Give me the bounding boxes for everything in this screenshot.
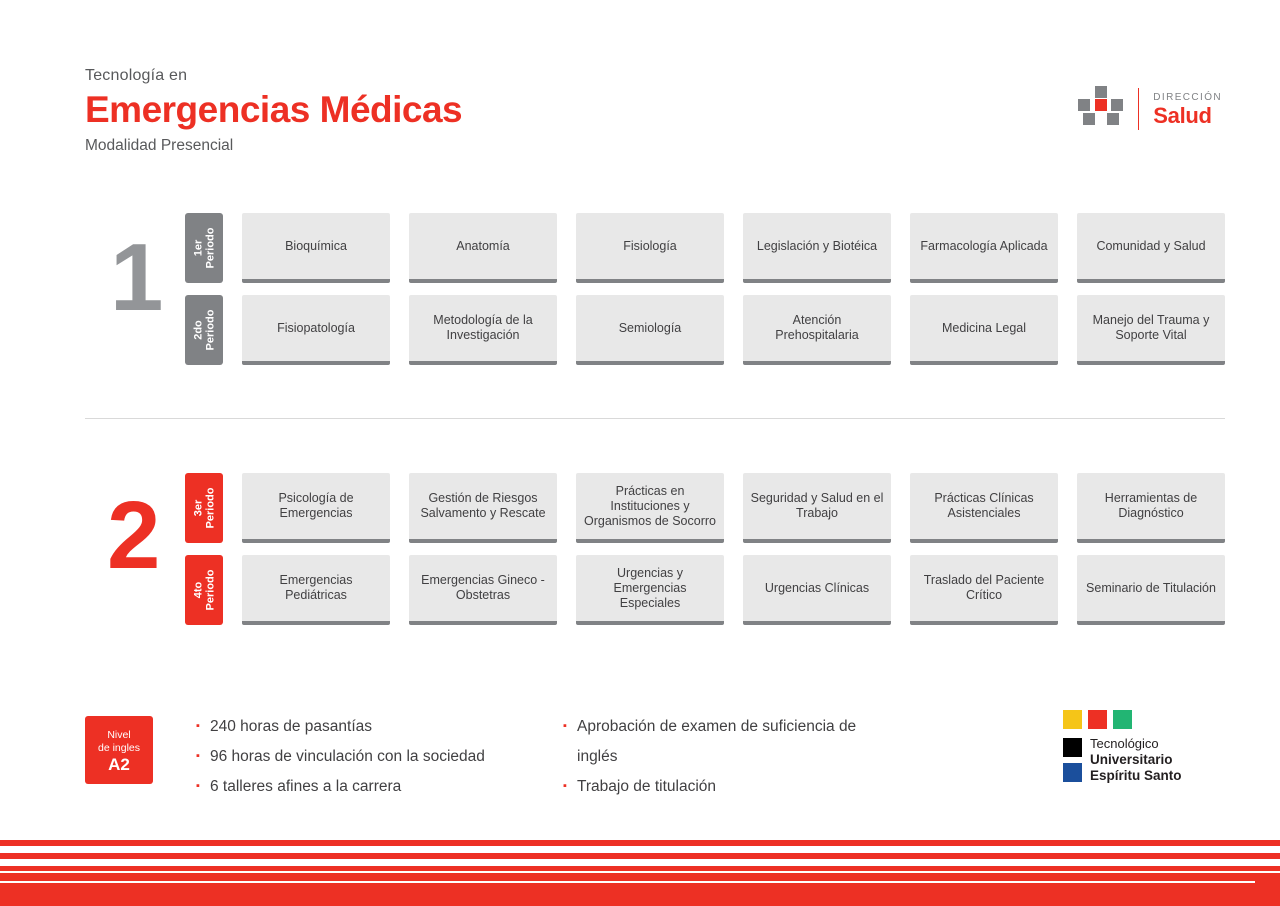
course-card[interactable]	[1077, 213, 1225, 283]
bar-stripe	[0, 881, 1255, 883]
course-label: Fisiopatología	[277, 320, 355, 335]
level-line2: de ingles	[97, 742, 141, 754]
course-card[interactable]	[242, 555, 390, 625]
course-label: Psicología de Emergencias	[278, 491, 354, 520]
course-label: Legislación y Biotéica	[756, 238, 878, 253]
period-row-2	[185, 295, 1225, 365]
course-list	[242, 473, 1225, 543]
course-card[interactable]	[409, 473, 557, 543]
course-label: Prácticas en Instituciones y Organismos de Socorro	[583, 483, 716, 528]
course-card[interactable]	[576, 473, 724, 543]
course-card[interactable]	[743, 555, 891, 625]
course-list	[242, 555, 1225, 625]
section-divider	[85, 418, 1225, 419]
course-card[interactable]	[242, 295, 390, 365]
period-tag-line1: 1er	[192, 239, 205, 257]
course-label: Atención Prehospitalaria	[775, 313, 859, 342]
period-row-4	[185, 555, 1225, 625]
course-label: Medicina Legal	[941, 320, 1027, 335]
level-line1: Nivel	[107, 729, 131, 741]
medical-cross-icon	[1078, 86, 1124, 132]
course-list	[242, 213, 1225, 283]
direccion-salud-logo	[1078, 86, 1222, 132]
tues-line2: Universitario	[1090, 752, 1173, 767]
requirement-item: ▪ Aprobación de examen de suficiencia de inglés	[563, 712, 863, 772]
course-label: Traslado del Paciente Crítico	[923, 573, 1045, 602]
course-label: Manejo del Trauma y Soporte Vital	[1092, 313, 1210, 342]
period-tag-4to	[185, 555, 223, 625]
tues-line1: Tecnológico	[1090, 736, 1159, 751]
course-label: Farmacología Aplicada	[920, 238, 1048, 253]
course-label: Urgencias Clínicas	[764, 580, 870, 595]
requirement-item: ▪ Trabajo de titulación	[563, 772, 863, 802]
blue-square-icon	[1063, 763, 1082, 782]
course-label: Fisiología	[623, 238, 677, 253]
course-card[interactable]	[743, 295, 891, 365]
course-card[interactable]	[242, 213, 390, 283]
bar-stripe	[0, 871, 1280, 873]
course-card[interactable]	[910, 213, 1058, 283]
period-tag-line2: Periodo	[204, 569, 217, 611]
tues-color-squares	[1063, 710, 1223, 729]
period-tag-line1: 2do	[192, 320, 205, 340]
course-label: Semiología	[618, 320, 682, 335]
period-tag-line1: 4to	[192, 581, 205, 599]
bar-stripe	[0, 853, 1280, 859]
requirement-item: ▪ 96 horas de vinculación con la sociedad	[196, 742, 485, 772]
period-row-1	[185, 213, 1225, 283]
course-label: Herramientas de Diagnóstico	[1104, 491, 1198, 520]
course-card[interactable]	[1077, 473, 1225, 543]
course-card[interactable]	[242, 473, 390, 543]
course-card[interactable]	[409, 295, 557, 365]
bottom-decoration	[0, 840, 1280, 906]
course-label: Gestión de Riesgos Salvamento y Rescate	[420, 491, 546, 520]
period-tag-line2: Periodo	[204, 487, 217, 529]
course-label: Seminario de Titulación	[1086, 580, 1216, 595]
course-card[interactable]	[576, 295, 724, 365]
course-card[interactable]	[576, 213, 724, 283]
course-label: Comunidad y Salud	[1096, 238, 1206, 253]
period-tag-line2: Periodo	[204, 227, 217, 269]
course-list	[242, 295, 1225, 365]
green-square-icon	[1113, 710, 1132, 729]
year-number-1: 1	[110, 224, 160, 331]
requirement-item: ▪ 240 horas de pasantías	[196, 712, 485, 742]
year-number-2: 2	[107, 482, 157, 589]
header-subtitle: Modalidad Presencial	[85, 137, 234, 154]
year-block-1	[85, 200, 1225, 380]
yellow-square-icon	[1063, 710, 1082, 729]
course-card[interactable]	[910, 555, 1058, 625]
course-card[interactable]	[576, 555, 724, 625]
requirement-item: ▪ 6 talleres afines a la carrera	[196, 772, 485, 802]
brand-line2: Salud	[1153, 102, 1212, 128]
course-card[interactable]	[910, 295, 1058, 365]
red-square-icon	[1088, 710, 1107, 729]
course-label: Metodología de la Investigación	[433, 313, 533, 342]
year-block-2	[85, 460, 1225, 640]
tues-logo	[1063, 710, 1223, 784]
period-tag-line2: Periodo	[204, 309, 217, 351]
course-card[interactable]	[743, 213, 891, 283]
course-card[interactable]	[1077, 295, 1225, 365]
english-level-badge	[85, 716, 153, 784]
brand-line1: DIRECCIÓN	[1153, 91, 1222, 103]
period-tag-line1: 3er	[192, 499, 205, 517]
course-card[interactable]	[409, 555, 557, 625]
bar-stripe	[0, 840, 1280, 846]
page-header	[85, 66, 1225, 156]
course-label: Prácticas Clínicas Asistenciales	[934, 491, 1034, 520]
requirements-column-1	[196, 712, 485, 802]
course-card[interactable]	[743, 473, 891, 543]
requirements-column-2	[563, 712, 863, 802]
period-row-3	[185, 473, 1225, 543]
course-label: Urgencias y Emergencias Especiales	[613, 565, 687, 610]
header-pretitle: Tecnología en	[85, 67, 188, 84]
course-card[interactable]	[409, 213, 557, 283]
page-title: Emergencias Médicas	[85, 89, 463, 130]
course-card[interactable]	[1077, 555, 1225, 625]
course-card[interactable]	[910, 473, 1058, 543]
brand-text	[1153, 91, 1222, 128]
black-square-icon	[1063, 738, 1082, 757]
level-line3: A2	[108, 755, 130, 774]
brand-divider	[1138, 88, 1139, 130]
period-tag-2do	[185, 295, 223, 365]
course-label: Emergencias Pediátricas	[279, 573, 353, 602]
course-label: Bioquímica	[285, 238, 347, 253]
course-label: Emergencias Gineco - Obstetras	[421, 573, 545, 602]
tues-line3: Espíritu Santo	[1090, 768, 1182, 783]
period-tag-3er	[185, 473, 223, 543]
course-label: Seguridad y Salud en el Trabajo	[750, 491, 884, 520]
course-label: Anatomía	[456, 238, 510, 253]
period-tag-1er	[185, 213, 223, 283]
